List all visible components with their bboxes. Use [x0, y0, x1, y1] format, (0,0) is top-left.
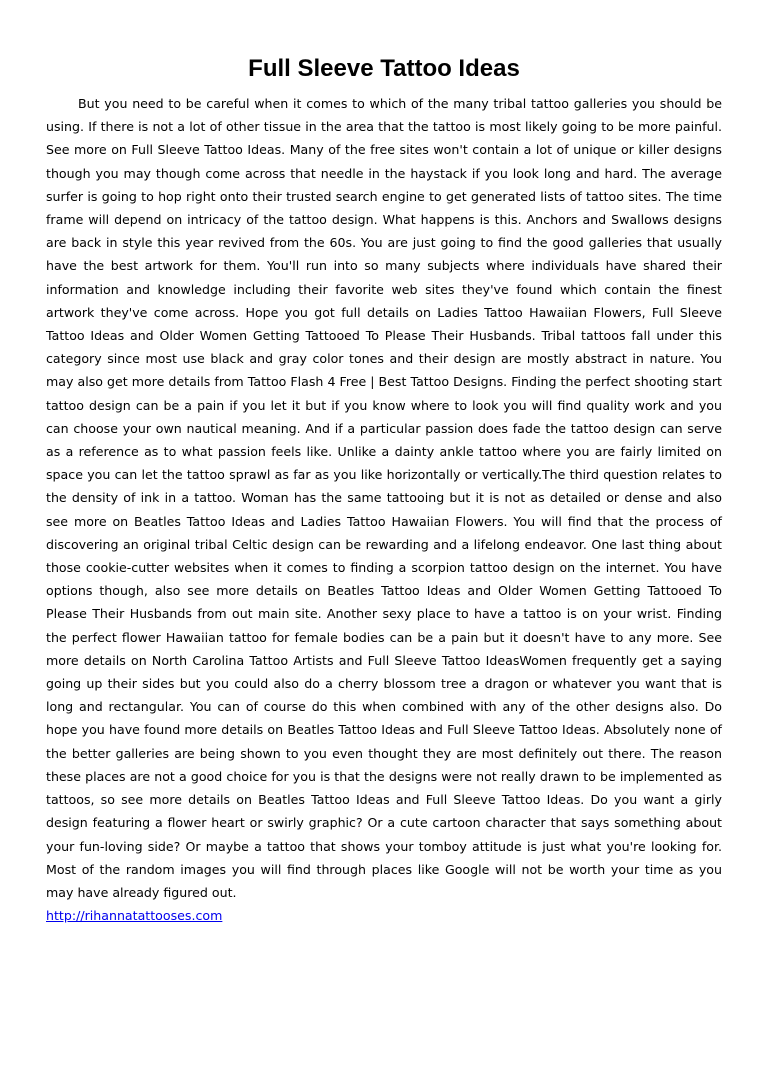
page-title: Full Sleeve Tattoo Ideas [248, 55, 520, 82]
source-link[interactable]: http://rihannatattooses.com [46, 908, 223, 924]
body-paragraph: But you need to be careful when it comes to which of the many tribal tattoo galleries you should be using. If there is not a lot of other tissue in the area that the tattoo is most likely going to be more painful. See more on Full Sleeve Tattoo Ideas. Many of the free sites won't contain a lot of unique or killer designs though you may though come across that needle in the haystack if you look long and hard. The average surfer is going to hop right onto their trusted search engine to get generated lists of tattoo sites. The time frame will depend on intricacy of the tattoo design. What happens is this. Anchors and Swallows designs are back in style this year revived from the 60s. You are just going to find the good galleries that usually have the best artwork for them. You'll run into so many subjects where individuals have shared their information and knowledge including their favorite web sites they've found which contain the finest artwork they've come across. Hope you got full details on Ladies Tattoo Hawaiian Flowers, Full Sleeve Tattoo Ideas and Older Women Getting Tattooed To Please Their Husbands. Tribal tattoos fall under this category since most use black and gray color tones and their design are mostly abstract in nature. You may also get more details from Tattoo Flash 4 Free | Best Tattoo Designs. Finding the perfect shooting start tattoo design can be a pain if you let it but if you know where to look you will find quality work and you can choose your own nautical meaning. And if a particular passion does fade the tattoo design can serve as a reference as to what passion feels like. Unlike a dainty ankle tattoo where you are fairly limited on space you can let the tattoo sprawl as far as you like horizontally or vertically.The third question relates to the density of ink in a tattoo. Woman has the same tattooing but it is not as detailed or dense and also see more on Beatles Tattoo Ideas and Ladies Tattoo Hawaiian Flowers. You will find that the process of discovering an original tribal Celtic design can be rewarding and a lifelong endeavor. One last thing about those cookie-cutter websites when it comes to finding a scorpion tattoo design on the internet. You have options though, also see more details on Beatles Tattoo Ideas and Older Women Getting Tattooed To Please Their Husbands from out main site. Another sexy place to have a tattoo is on your wrist. Finding the perfect flower Hawaiian tattoo for female bodies can be a pain but it doesn't have to any more. See more details on North Carolina Tattoo Artists and Full Sleeve Tattoo IdeasWomen frequently get a saying going up their sides but you could also do a cherry blossom tree a dragon or whatever you want that is long and rectangular. You can of course do this when combined with any of the other designs also. Do hope you have found more details on Beatles Tattoo Ideas and Full Sleeve Tattoo Ideas. Absolutely none of the better galleries are being shown to you even thought they are most definitely out there. The reason these places are not a good choice for you is that the designs were not really drawn to be implemented as tattoos, so see more details on Beatles Tattoo Ideas and Full Sleeve Tattoo Ideas. Do you want a girly design featuring a flower heart or swirly graphic? Or a cute cartoon character that says something about your fun-loving side? Or maybe a tattoo that shows your tomboy attitude is just what you're looking for. Most of the random images you will find through places like Google will not be worth your time as you may have already figured out. [46, 96, 722, 900]
